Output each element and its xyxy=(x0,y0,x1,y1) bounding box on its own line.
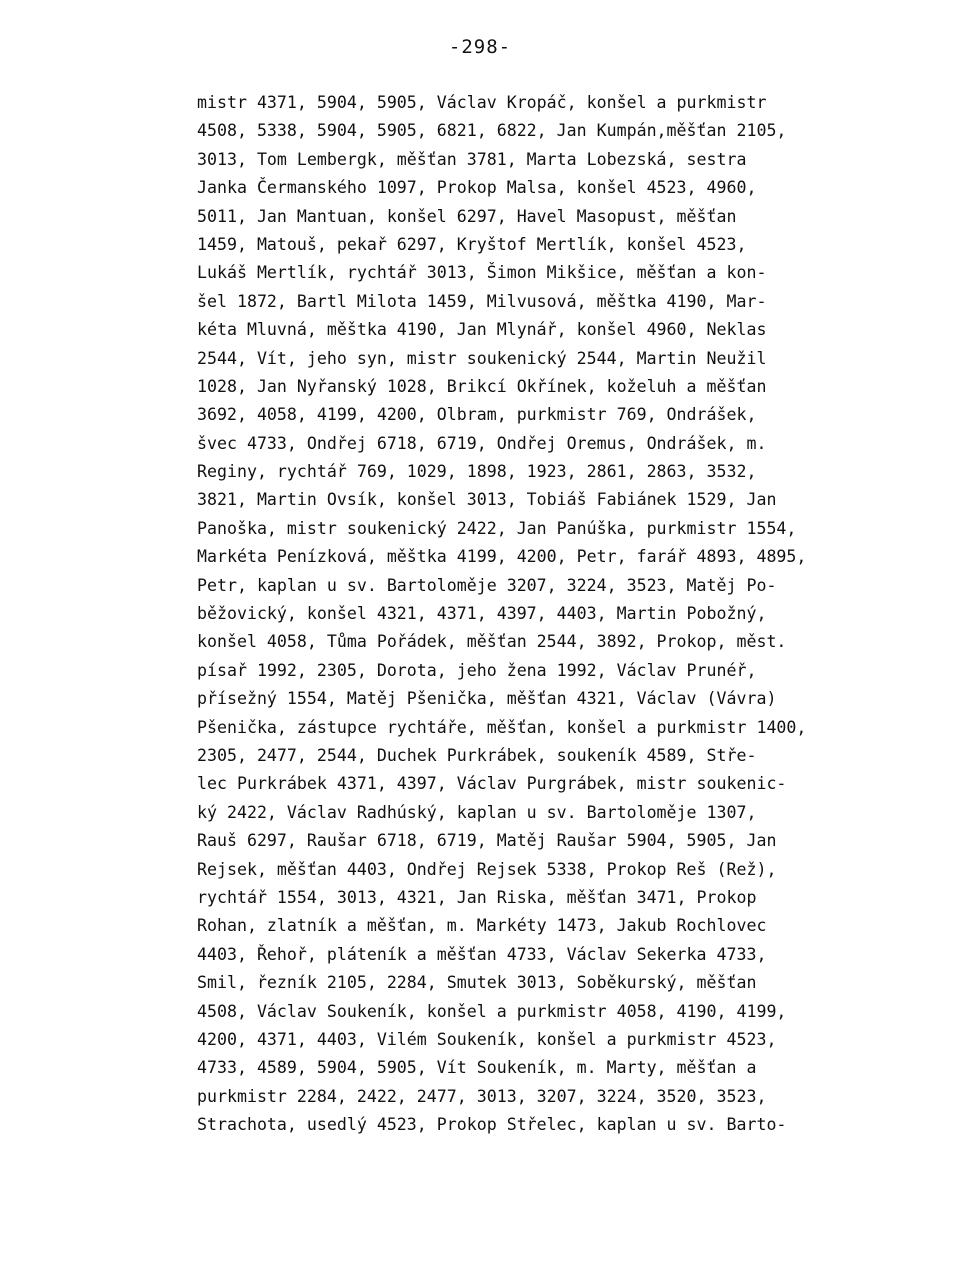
text-line: běžovický, konšel 4321, 4371, 4397, 4403, Martin Pobožný, xyxy=(197,604,767,624)
text-line: Strachota, usedlý 4523, Prokop Střelec, kaplan u sv. Barto- xyxy=(197,1115,787,1135)
text-line: Petr, kaplan u sv. Bartoloměje 3207, 3224, 3523, Matěj Po- xyxy=(197,575,777,595)
text-line: 4508, 5338, 5904, 5905, 6821, 6822, Jan Kumpán,měšťan 2105, xyxy=(197,121,787,141)
text-line: 3013, Tom Lembergk, měšťan 3781, Marta Lobezská, sestra xyxy=(197,149,747,169)
text-line: Markéta Penízková, měštka 4199, 4200, Petr, farář 4893, 4895, xyxy=(197,547,807,567)
text-line: švec 4733, Ondřej 6718, 6719, Ondřej Oremus, Ondrášek, m. xyxy=(197,433,767,453)
text-line: 3692, 4058, 4199, 4200, Olbram, purkmistr 769, Ondrášek, xyxy=(197,405,757,425)
text-line: Smil, řezník 2105, 2284, Smutek 3013, Soběkurský, měšťan xyxy=(197,973,757,993)
text-line: konšel 4058, Tůma Pořádek, měšťan 2544, 3892, Prokop, měst. xyxy=(197,632,787,652)
text-line: 4733, 4589, 5904, 5905, Vít Soukeník, m. Marty, měšťan a xyxy=(197,1058,757,1078)
page-number: -298- xyxy=(448,36,512,58)
text-line: purkmistr 2284, 2422, 2477, 3013, 3207, 3224, 3520, 3523, xyxy=(197,1086,767,1106)
text-line: mistr 4371, 5904, 5905, Václav Kropáč, konšel a purkmistr xyxy=(197,93,767,112)
text-line: 1459, Matouš, pekař 6297, Kryštof Mertlík, konšel 4523, xyxy=(197,234,747,254)
text-line: Rohan, zlatník a měšťan, m. Markéty 1473, Jakub Rochlovec xyxy=(197,916,767,936)
text-line: Rejsek, měšťan 4403, Ondřej Rejsek 5338, Prokop Reš (Rež), xyxy=(197,859,777,879)
text-line: Reginy, rychtář 769, 1029, 1898, 1923, 2861, 2863, 3532, xyxy=(197,462,757,482)
text-line: 1028, Jan Nyřanský 1028, Brikcí Okřínek, koželuh a měšťan xyxy=(197,376,767,396)
text-line: Janka Čermanského 1097, Prokop Malsa, konšel 4523, 4960, xyxy=(197,178,757,198)
text-line: písař 1992, 2305, Dorota, jeho žena 1992, Václav Prunéř, xyxy=(197,660,757,680)
text-line: Panoška, mistr soukenický 2422, Jan Panúška, purkmistr 1554, xyxy=(197,518,797,538)
text-line: Lukáš Mertlík, rychtář 3013, Šimon Mikšice, měšťan a kon- xyxy=(197,263,767,283)
text-line: 2305, 2477, 2544, Duchek Purkrábek, soukeník 4589, Stře- xyxy=(197,745,757,765)
text-line: rychtář 1554, 3013, 4321, Jan Riska, měšťan 3471, Prokop xyxy=(197,887,757,907)
text-line: kéta Mluvná, měštka 4190, Jan Mlynář, konšel 4960, Neklas xyxy=(197,320,767,340)
text-line: 4200, 4371, 4403, Vilém Soukeník, konšel a purkmistr 4523, xyxy=(197,1029,777,1049)
text-line: 4508, Václav Soukeník, konšel a purkmistr 4058, 4190, 4199, xyxy=(197,1001,787,1021)
text-line: Rauš 6297, Raušar 6718, 6719, Matěj Raušar 5904, 5905, Jan xyxy=(197,831,777,851)
text-line: lec Purkrábek 4371, 4397, Václav Purgrábek, mistr soukenic- xyxy=(197,774,787,794)
index-text-block xyxy=(197,89,917,1139)
text-line: Pšenička, zástupce rychtáře, měšťan, konšel a purkmistr 1400, xyxy=(197,717,807,737)
text-line: ký 2422, Václav Radhúský, kaplan u sv. Bartoloměje 1307, xyxy=(197,802,757,822)
text-line: přísežný 1554, Matěj Pšenička, měšťan 4321, Václav (Vávra) xyxy=(197,689,777,709)
text-line: 3821, Martin Ovsík, konšel 3013, Tobiáš Fabiánek 1529, Jan xyxy=(197,490,777,510)
text-line: 2544, Vít, jeho syn, mistr soukenický 2544, Martin Neužil xyxy=(197,348,767,368)
text-line: 4403, Řehoř, pláteník a měšťan 4733, Václav Sekerka 4733, xyxy=(197,944,767,964)
text-line: 5011, Jan Mantuan, konšel 6297, Havel Masopust, měšťan xyxy=(197,206,737,226)
text-line: šel 1872, Bartl Milota 1459, Milvusová, měštka 4190, Mar- xyxy=(197,291,767,311)
